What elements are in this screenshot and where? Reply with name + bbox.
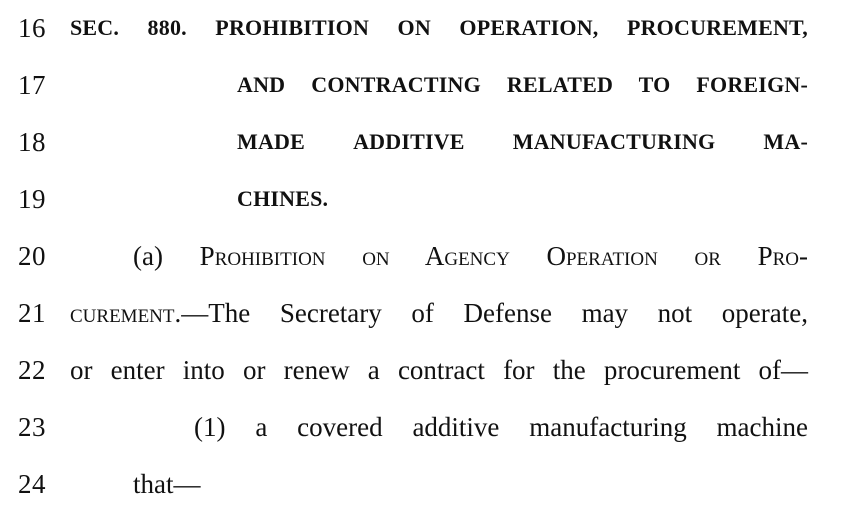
line-number: 18 (18, 127, 46, 157)
section-heading-continued (237, 122, 808, 162)
heading-word: MADE (237, 129, 306, 154)
line-23 (0, 407, 852, 447)
line-number: 23 (18, 412, 46, 442)
line-17 (0, 65, 852, 105)
subsection-title: Prohibition on Agency Operation or Pro- (199, 241, 809, 271)
section-heading: SEC. 880. PROHIBITION ON OPERATION, PROCUREMENT, (70, 15, 808, 40)
line-22 (0, 350, 852, 390)
heading-word: MANUFACTURING (512, 129, 716, 154)
body-text-run: —The Secretary of Defense may not operate, (181, 298, 808, 328)
line-20 (0, 236, 852, 276)
subsection-marker: (a) (133, 241, 200, 271)
body-text: or enter into or renew a contract for the procurement of— (70, 355, 808, 385)
line-number: 22 (18, 355, 46, 385)
line-number: 24 (18, 469, 46, 499)
line-number: 20 (18, 241, 46, 271)
line-18 (0, 122, 852, 162)
section-heading-end: CHINES. (237, 186, 329, 211)
line-number: 19 (18, 184, 46, 214)
heading-word: MA- (763, 129, 808, 154)
subsection-heading (133, 236, 808, 276)
line-number: 21 (18, 298, 46, 328)
section-heading-continued: AND CONTRACTING RELATED TO FOREIGN- (237, 72, 808, 97)
line-number: 16 (18, 13, 46, 43)
line-24 (0, 464, 852, 504)
paragraph-1: (1) a covered additive manufacturing machine (194, 412, 808, 442)
subsection-title-end: curement. (70, 298, 182, 328)
line-number: 17 (18, 70, 46, 100)
paragraph-1-continued: that— (133, 469, 201, 499)
body-text (70, 293, 808, 333)
heading-word: ADDITIVE (353, 129, 465, 154)
line-19 (0, 179, 852, 219)
line-21 (0, 293, 852, 333)
line-16 (0, 8, 852, 48)
